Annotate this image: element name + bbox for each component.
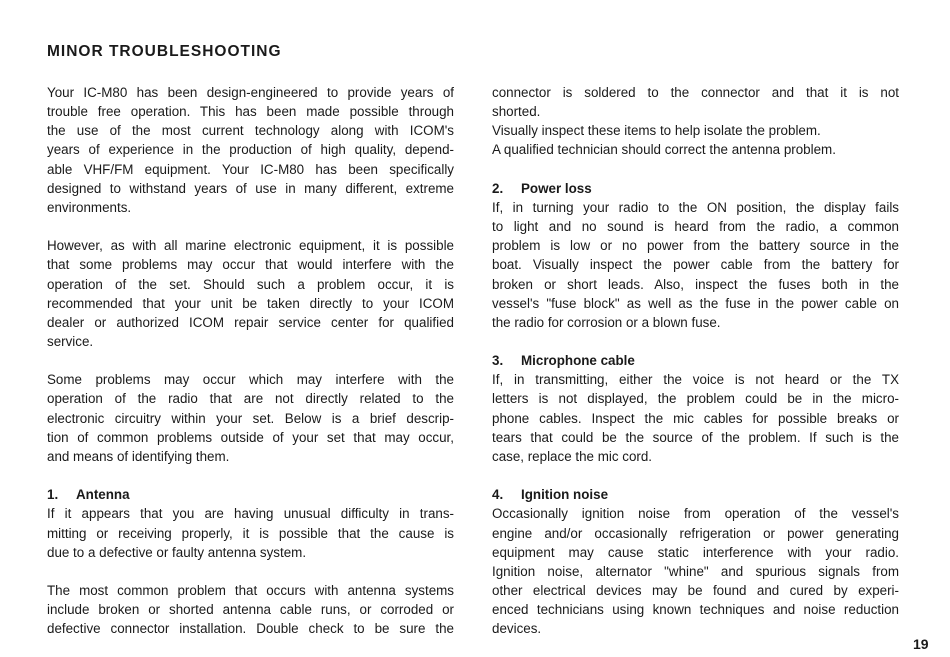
section-heading-antenna <box>47 485 454 504</box>
text-line: due to a defective or faulty antenna system. <box>47 544 307 560</box>
text-line: The most common problem that occurs with antenna systems <box>47 583 454 598</box>
section-number: 1. <box>47 487 59 503</box>
section-title: Microphone cable <box>521 353 635 369</box>
left-column <box>47 83 454 638</box>
antenna-paragraph-1 <box>47 504 454 561</box>
text-line: problem is low or no power from the battery source in the <box>492 238 899 254</box>
text-line: Occasionally ignition noise from operation of the vessel's <box>492 506 899 522</box>
text-line: shorted. <box>492 104 541 120</box>
text-line: trouble free operation. This has been made possible through <box>47 104 454 120</box>
text-line: However, as with all marine electronic equipment, it is possible <box>47 238 454 254</box>
text-line: tion of common problems outside of your set that may occur, <box>47 429 454 445</box>
text-line: years of experience in the production of high quality, depend- <box>47 142 454 158</box>
service-paragraph <box>47 236 454 351</box>
text-line: defective connector installation. Double check to be sure the <box>47 621 454 637</box>
text-line: engine and/or occasionally refrigeration or power generating <box>492 525 899 541</box>
text-line: service. <box>47 334 94 350</box>
text-line: the use of the most current technology along with ICOM's <box>47 123 454 139</box>
section-title: Antenna <box>76 487 130 503</box>
text-line: A qualified technician should correct the antenna problem. <box>492 142 836 158</box>
text-line: If it appears that you are having unusual difficulty in trans- <box>47 506 454 522</box>
text-line: connector is soldered to the connector and that it is not <box>492 85 899 100</box>
text-line: tears that could be the source of the problem. If such is the <box>492 429 899 445</box>
antenna-paragraph-2 <box>47 581 454 638</box>
text-line: include broken or shorted antenna cable runs, or corroded or <box>47 602 454 618</box>
section-title: Ignition noise <box>521 487 609 503</box>
section-heading-ignition-noise <box>492 485 899 504</box>
text-line: If, in transmitting, either the voice is not heard or the TX <box>492 372 899 388</box>
technician-paragraph <box>492 140 899 159</box>
text-line: Visually inspect these items to help isolate the problem. <box>492 123 821 139</box>
text-line: recommended that your unit be taken directly to your ICOM <box>47 295 454 311</box>
text-line: letters is not displayed, the problem could be in the micro- <box>492 391 899 407</box>
microphone-cable-paragraph <box>492 370 899 466</box>
section-number: 2. <box>492 180 504 196</box>
text-line: that some problems may occur that would interfere with the <box>47 257 454 273</box>
text-line: phone cables. Inspect the mic cables for possible breaks or <box>492 410 899 426</box>
text-line: broken or short leads. Also, inspect the fuses both in the <box>492 276 899 292</box>
antenna-continued-paragraph <box>492 83 899 121</box>
intro-paragraph <box>47 83 454 217</box>
text-line: vessel's "fuse block" as well as the fuse in the power cable on <box>492 295 899 311</box>
section-number: 4. <box>492 487 504 503</box>
text-line: able VHF/FM equipment. Your IC-M80 has been specifically <box>47 161 454 177</box>
text-line: other electrical devices may be found and cured by experi- <box>492 583 899 599</box>
section-heading-microphone-cable <box>492 351 899 370</box>
ignition-noise-paragraph <box>492 504 899 638</box>
page-number: 19 <box>913 636 929 652</box>
text-line: Some problems may occur which may interfere with the <box>47 372 454 388</box>
text-line: Ignition noise, alternator "whine" and spurious signals from <box>492 563 899 579</box>
text-line: environments. <box>47 199 132 215</box>
section-number: 3. <box>492 353 504 369</box>
inspect-paragraph <box>492 121 899 140</box>
problems-paragraph <box>47 370 454 466</box>
text-line: designed to withstand years of use in many different, extreme <box>47 180 454 196</box>
text-line: dealer or authorized ICOM repair service center for qualified <box>47 314 454 330</box>
text-line: and means of identifying them. <box>47 448 230 464</box>
text-line: the radio for corrosion or a blown fuse. <box>492 314 721 330</box>
text-line: boat. Visually inspect the power cable from the battery for <box>492 257 899 273</box>
text-line: case, replace the mic cord. <box>492 448 653 464</box>
right-column <box>492 83 899 638</box>
text-line: If, in turning your radio to the ON position, the display fails <box>492 199 899 215</box>
text-line: operation of the set. Should such a problem occur, it is <box>47 276 454 292</box>
section-title: Power loss <box>521 180 592 196</box>
page-title: MINOR TROUBLESHOOTING <box>47 43 282 60</box>
text-line: to light and no sound is heard from the radio, a common <box>492 219 899 235</box>
text-line: Your IC-M80 has been design-engineered to provide years of <box>47 85 454 100</box>
text-line: electronic circuitry within your set. Below is a brief descrip- <box>47 410 454 426</box>
text-line: operation of the radio that are not directly related to the <box>47 391 454 407</box>
text-line: equipment may cause static interference with your radio. <box>492 544 899 560</box>
text-line: mitting or receiving properly, it is possible that the cause is <box>47 525 454 541</box>
section-heading-power-loss <box>492 179 899 198</box>
text-line: enced technicians using known techniques and noise reduction <box>492 602 899 618</box>
text-line: devices. <box>492 621 542 637</box>
power-loss-paragraph <box>492 198 899 332</box>
